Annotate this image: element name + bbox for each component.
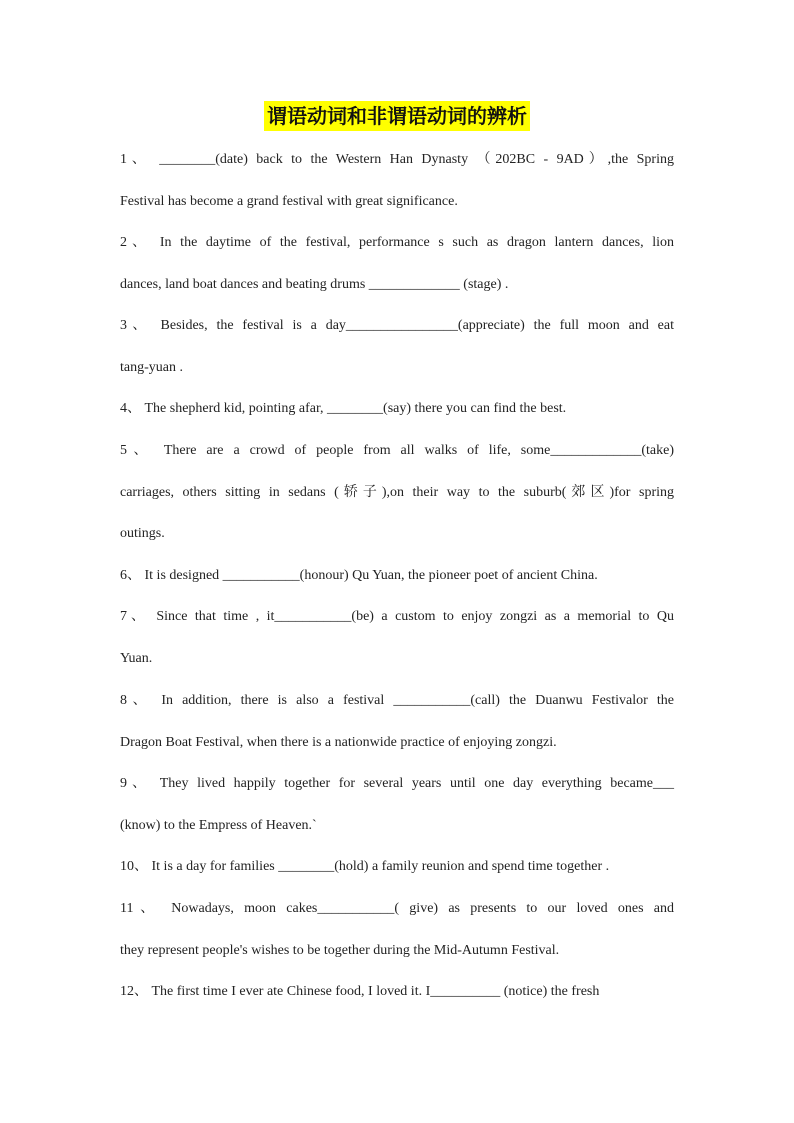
question-10 [120, 846, 674, 888]
line: 4、 The shepherd kid, pointing afar, ________(say) there you can find the best. [120, 401, 567, 416]
line: (know) to the Empress of Heaven.` [120, 817, 317, 833]
line: Festival has become a grand festival with great significance. [120, 193, 458, 209]
page-title: 谓语动词和非谓语动词的辨析 [264, 101, 530, 131]
question-6 [120, 555, 674, 597]
line: 2、 In the daytime of the festival, performance s such as dragon lantern dances, lion [120, 235, 674, 250]
line: they represent people's wishes to be together during the Mid-Autumn Festival. [120, 942, 560, 958]
question-2 [120, 222, 674, 305]
question-7 [120, 596, 674, 679]
question-3 [120, 305, 674, 388]
line: 8、 In addition, there is also a festival ___________(call) the Duanwu Festivalor the [120, 693, 674, 708]
line: 10、 It is a day for families ________(hold) a family reunion and spend time together . [120, 859, 610, 874]
question-11 [120, 888, 674, 971]
line: 7、 Since that time , it___________(be) a custom to enjoy zongzi as a memorial to Qu [120, 609, 674, 624]
line: Dragon Boat Festival, when there is a nationwide practice of enjoying zongzi. [120, 734, 557, 750]
line: dances, land boat dances and beating drums _____________ (stage) . [120, 276, 509, 292]
line: tang-yuan . [120, 359, 183, 375]
line: 3、 Besides, the festival is a day________________(appreciate) the full moon and eat [120, 318, 674, 333]
line: 12、 The first time I ever ate Chinese food, I loved it. I__________ (notice) the fresh [120, 984, 600, 999]
line: Yuan. [120, 650, 153, 666]
line: 6、 It is designed ___________(honour) Qu Yuan, the pioneer poet of ancient China. [120, 568, 598, 583]
line: 5、 There are a crowd of people from all walks of life, some_____________(take) [120, 443, 674, 458]
question-5 [120, 430, 674, 555]
line: 11、 Nowadays, moon cakes___________( give) as presents to our loved ones and [120, 901, 674, 916]
title-wrap [0, 101, 794, 131]
line: 1、 ________(date) back to the Western Han Dynasty （202BC - 9AD）,the Spring [120, 152, 674, 167]
line: 9、 They lived happily together for several years until one day everything became___ [120, 776, 674, 791]
question-9 [120, 763, 674, 846]
question-4 [120, 388, 674, 430]
question-1 [120, 139, 674, 222]
question-12 [120, 971, 674, 1013]
line: outings. [120, 526, 165, 541]
question-8 [120, 680, 674, 763]
line: carriages, others sitting in sedans (轿子),on their way to the suburb(郊区)for spring [120, 484, 674, 500]
